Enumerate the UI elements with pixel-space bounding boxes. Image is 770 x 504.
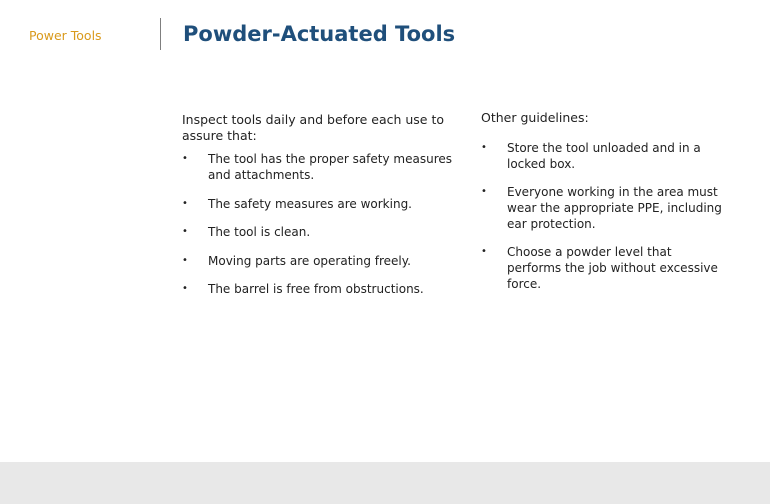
list-item (182, 281, 457, 297)
list-item (182, 253, 457, 269)
list-item (481, 244, 726, 292)
list-item-text: Choose a powder level that performs the job without excessive force. (507, 245, 718, 291)
section-label: Power Tools (29, 28, 102, 43)
list-item (182, 224, 457, 240)
list-item-text: Moving parts are operating freely. (208, 254, 411, 268)
bullet-icon: • (182, 255, 188, 266)
list-item-text: The safety measures are working. (208, 197, 412, 211)
guidelines-heading: Other guidelines: (481, 110, 589, 125)
bullet-icon: • (481, 246, 487, 257)
list-item (481, 140, 726, 172)
bullet-icon: • (182, 283, 188, 294)
list-item-text: The barrel is free from obstructions. (208, 282, 424, 296)
list-item (481, 184, 726, 232)
list-item (182, 151, 457, 183)
bullet-icon: • (481, 186, 487, 197)
bullet-icon: • (182, 226, 188, 237)
inspection-heading: Inspect tools daily and before each use to assure that: (182, 112, 445, 143)
list-item-text: The tool is clean. (208, 225, 311, 239)
bullet-icon: • (481, 142, 487, 153)
bullet-icon: • (182, 198, 188, 209)
bullet-icon: • (182, 153, 188, 164)
footer-bar (0, 462, 770, 504)
page-title: Powder-Actuated Tools (183, 22, 456, 46)
list-item-text: Everyone working in the area must wear the appropriate PPE, including ear protection. (507, 185, 722, 231)
list-item-text: Store the tool unloaded and in a locked box. (507, 141, 701, 171)
header-divider (160, 18, 161, 50)
list-item-text: The tool has the proper safety measures and attachments. (208, 152, 453, 182)
list-item (182, 196, 457, 212)
